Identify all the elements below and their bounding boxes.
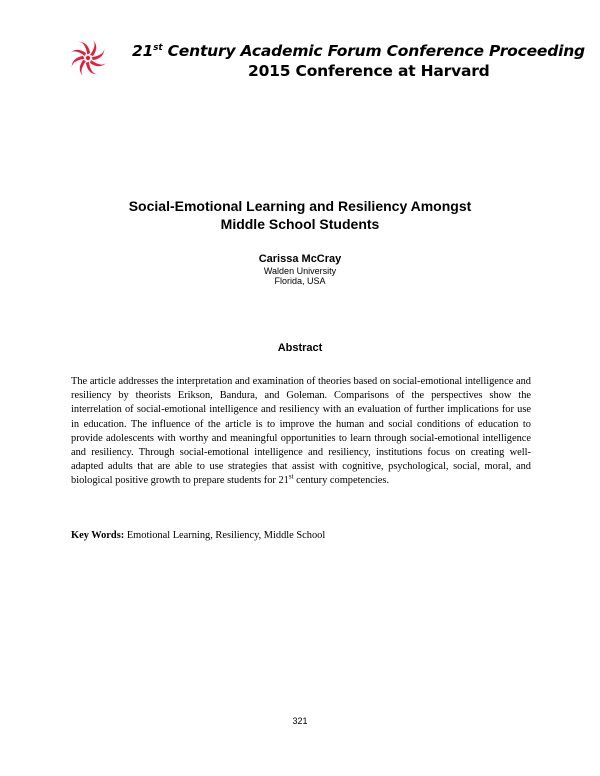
paper-title: Social-Emotional Learning and Resiliency Amongst Middle School Students xyxy=(128,198,472,232)
keywords xyxy=(71,530,531,541)
abstract-text: The article addresses the interpretation and examination of theories based on social-emotional intelligence and resiliency by theorists Erikson, Bandura, and Goleman. Comparisons of the perspectives show the interrelation of social-emotional intelligence and resiliency with an evaluation of further implications for use in education. The influence of the article is to improve the human and social conditions of education to provide adolescents with worthy and meaningful opportunities to learn through social-emotional intelligence and resiliency. Through social-emotional intelligence and resiliency, institutions focus on creating well-adapted adults that are able to use strategies that assist with cognitive, psychological, social, moral, and biological positive growth to prepare students for 21st century competencies. xyxy=(71,376,531,487)
conference-name: 21st Century Academic Forum Conference Proceeding xyxy=(132,42,585,60)
conference-venue: 2015 Conference at Harvard xyxy=(248,62,490,80)
keywords-label: Key Words: xyxy=(71,530,125,541)
author-name: Carissa McCray xyxy=(258,253,342,265)
abstract-heading: Abstract xyxy=(277,342,323,354)
conference-logo-icon xyxy=(68,38,108,78)
keywords-value: Emotional Learning, Resiliency, Middle School xyxy=(124,530,326,541)
page-number: 321 xyxy=(292,716,308,726)
conference-header xyxy=(68,38,585,88)
author-location: Florida, USA xyxy=(274,276,326,286)
author-affiliation: Walden University xyxy=(263,266,337,276)
